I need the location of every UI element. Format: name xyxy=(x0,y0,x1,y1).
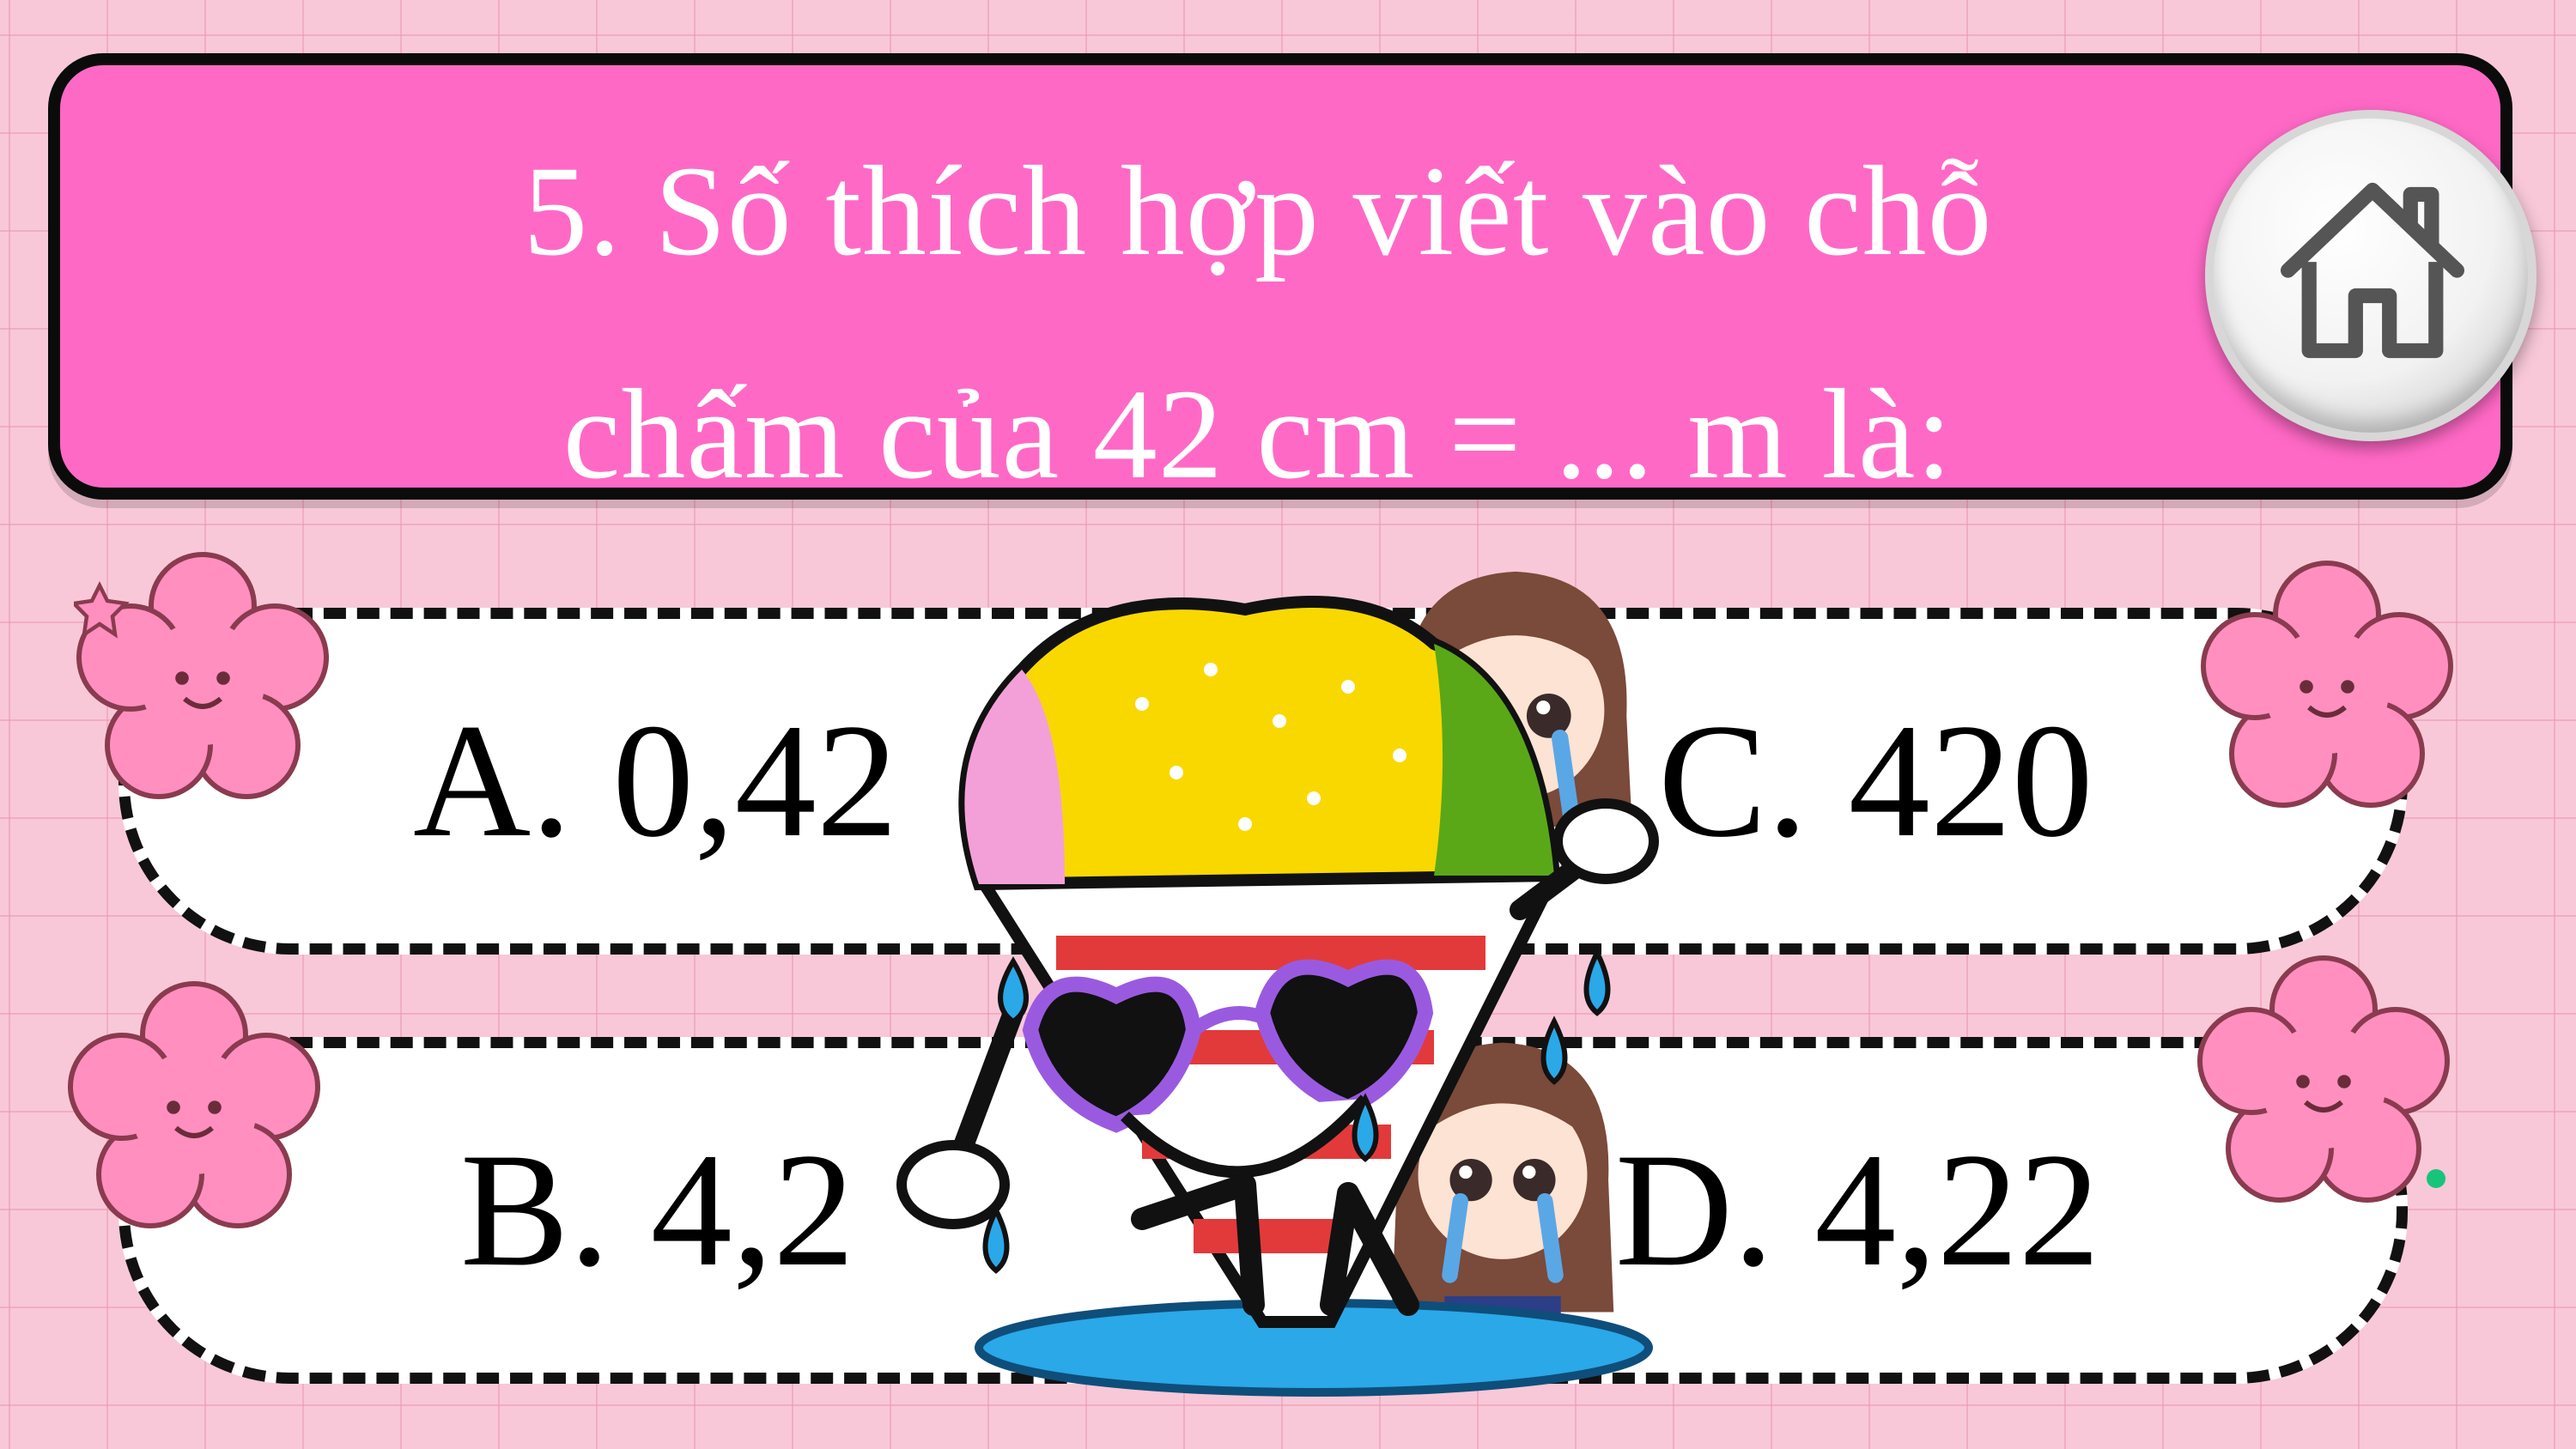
flower-icon xyxy=(65,979,323,1236)
home-icon xyxy=(2267,165,2478,376)
flower-icon xyxy=(2198,558,2456,815)
flower-icon xyxy=(2195,953,2452,1210)
question-text xyxy=(172,100,2344,546)
status-dot xyxy=(2427,1169,2445,1188)
flower-icon xyxy=(74,549,331,807)
answer-b-label: B. 4,2 xyxy=(460,1120,855,1300)
shaved-ice-mascot-icon xyxy=(884,549,1726,1408)
answer-a-label: A. 0,42 xyxy=(413,691,898,871)
question-banner xyxy=(48,53,2512,506)
home-button[interactable] xyxy=(2205,110,2537,441)
answer-c-label: C. 420 xyxy=(1658,691,2093,871)
question-line-2: chấm của 42 cm = ... m là: xyxy=(562,363,1953,506)
question-line-1: 5. Số thích hợp viết vào chỗ xyxy=(523,140,1993,282)
answer-d-label: D. 4,22 xyxy=(1615,1120,2100,1300)
